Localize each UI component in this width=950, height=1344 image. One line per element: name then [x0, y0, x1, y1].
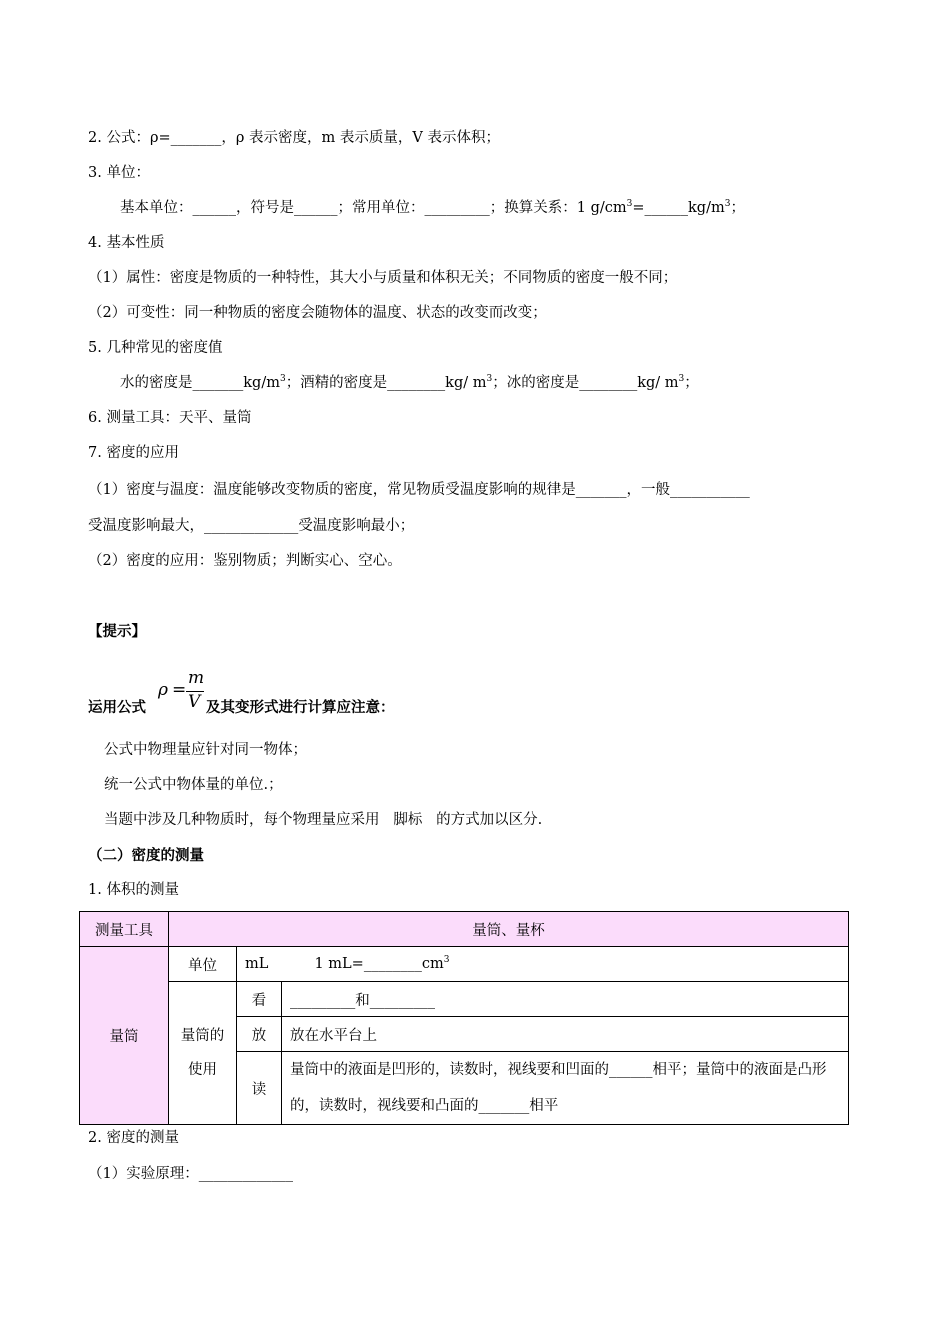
superscript: 3 [486, 374, 493, 384]
property-attribute-line: （1）属性：密度是物质的一种特性，其大小与质量和体积无关；不同物质的密度一般不同； [88, 270, 678, 286]
read-value-cell: 量筒中的液面是凹形的，读数时，视线要和凹面的______相平；量筒中的液面是凸形的，读数时，视线要和凸面的_______相平 [282, 1052, 849, 1125]
header-value-cell: 量筒、量杯 [169, 912, 849, 947]
unit-value-text: mL 1 mL=________cm [245, 956, 444, 972]
application-use-line: （2）密度的应用：鉴别物质；判断实心、空心。 [88, 553, 402, 569]
tip-heading: 【提示】 [88, 623, 146, 640]
unit-detail-line [120, 198, 745, 218]
formula-line: 2. 公式：ρ=_______，ρ 表示密度，m 表示质量，V 表示体积； [88, 130, 500, 146]
temperature-line-2: 受温度影响最大，_____________受温度影响最小； [88, 518, 415, 534]
formula-equals: = [172, 680, 187, 700]
table-row [80, 912, 849, 947]
common-density-line [120, 373, 699, 393]
unit-heading: 3. 单位： [88, 165, 150, 181]
tip-item-1: 公式中物理量应针对同一物体； [104, 742, 307, 758]
alcohol-density-text: ；酒精的密度是________kg/ m [285, 375, 487, 391]
tool-line: 6. 测量工具：天平、量筒 [88, 410, 252, 426]
volume-measure-heading: 1. 体积的测量 [88, 882, 179, 898]
unit-label-cell: 单位 [169, 947, 237, 982]
look-value-cell: _________和_________ [282, 982, 849, 1017]
unit-detail-text-3: ； [730, 200, 745, 216]
formula-rho: ρ [158, 680, 168, 700]
section-heading: （二）密度的测量 [88, 847, 204, 864]
superscript: 3 [724, 199, 731, 209]
cylinder-label-cell: 量筒 [80, 947, 169, 1125]
temperature-line-1: （1）密度与温度：温度能够改变物质的密度，常见物质受温度影响的规律是_______，一般___________ [88, 482, 750, 498]
volume-measurement-table [79, 911, 849, 1125]
superscript: 3 [678, 374, 685, 384]
header-tool-cell: 测量工具 [80, 912, 169, 947]
usage-label-cell: 量筒的使用 [169, 982, 237, 1125]
application-heading: 7. 密度的应用 [88, 445, 179, 461]
place-value-cell: 放在水平台上 [282, 1017, 849, 1052]
place-label-cell: 放 [237, 1017, 282, 1052]
tip-item-3: 当题中涉及几种物质时，每个物理量应采用 脚标 的方式加以区分. [104, 812, 543, 828]
superscript: 3 [626, 199, 633, 209]
look-label-cell: 看 [237, 982, 282, 1017]
unit-value-cell [237, 947, 849, 982]
formula-prefix: 运用公式 [88, 699, 146, 716]
tip-item-2: 统一公式中物体量的单位.； [104, 777, 283, 793]
common-density-heading: 5. 几种常见的密度值 [88, 340, 223, 356]
ice-density-text: ；冰的密度是________kg/ m [492, 375, 679, 391]
property-variability-line: （2）可变性：同一种物质的密度会随物体的温度、状态的改变而改变； [88, 305, 547, 321]
density-measure-heading: 2. 密度的测量 [88, 1130, 179, 1146]
read-label-cell: 读 [237, 1052, 282, 1125]
line-end: ； [684, 375, 699, 391]
water-density-text: 水的密度是_______kg/m [120, 375, 280, 391]
unit-detail-text-2: =______kg/m [632, 200, 725, 216]
principle-line: （1）实验原理：_____________ [88, 1166, 293, 1182]
formula-suffix: 及其变形式进行计算应注意： [206, 699, 395, 716]
property-heading: 4. 基本性质 [88, 235, 165, 251]
superscript: 3 [443, 955, 450, 965]
table-row [80, 947, 849, 982]
formula-denominator: V [188, 692, 201, 712]
table-row [80, 982, 849, 1017]
unit-detail-text-1: 基本单位：______，符号是______；常用单位：_________；换算关系：1 g/cm [120, 200, 627, 216]
superscript: 3 [279, 374, 286, 384]
formula-numerator: m [188, 668, 205, 688]
